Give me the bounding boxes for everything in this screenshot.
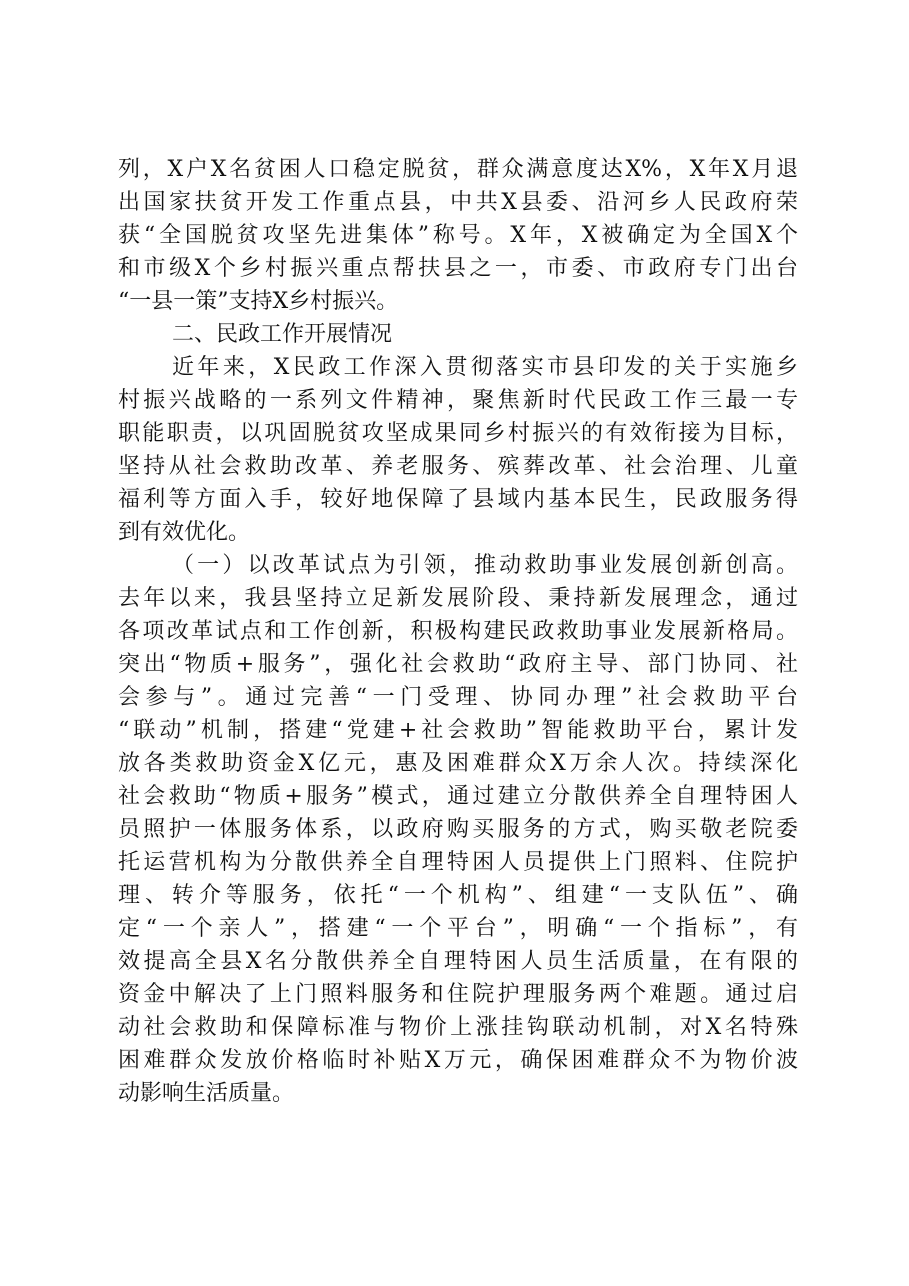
- paragraph-line: 资金中解决了上门照料服务和住院护理服务两个难题。通过启: [118, 982, 798, 1007]
- paragraph-line: 社会救助“物质+服务”模式，通过建立分散供养全自理特困人: [118, 784, 798, 809]
- paragraph-line: 和市级X个乡村振兴重点帮扶县之一，市委、市政府专门出台: [118, 256, 798, 281]
- paragraph-line: 获“全国脱贫攻坚先进集体”称号。X年，X被确定为全国X个: [118, 223, 798, 248]
- paragraph-line: 到有效优化。: [118, 520, 251, 545]
- paragraph-line: 困难群众发放价格临时补贴X万元，确保困难群众不为物价波: [118, 1048, 798, 1073]
- paragraph-line: 放各类救助资金X亿元，惠及困难群众X万余人次。持续深化: [118, 751, 798, 776]
- paragraph-line: 理、转介等服务，依托“一个机构”、组建“一支队伍”、确: [118, 883, 798, 908]
- paragraph-line: 去年以来，我县坚持立足新发展阶段、秉持新发展理念，通过: [118, 586, 798, 611]
- paragraph-line: “联动”机制，搭建“党建+社会救助”智能救助平台，累计发: [118, 718, 798, 743]
- paragraph-line: 托运营机构为分散供养全自理特困人员提供上门照料、住院护: [118, 850, 798, 875]
- paragraph-line: 村振兴战略的一系列文件精神，聚焦新时代民政工作三最一专: [118, 388, 798, 413]
- paragraph-line: 坚持从社会救助改革、养老服务、殡葬改革、社会治理、儿童: [118, 454, 798, 479]
- section-heading: 二、民政工作开展情况: [172, 322, 393, 347]
- paragraph-line: 出国家扶贫开发工作重点县，中共X县委、沿河乡人民政府荣: [118, 190, 798, 215]
- paragraph-line: 近年来，X民政工作深入贯彻落实市县印发的关于实施乡: [172, 355, 798, 380]
- paragraph-line: 定“一个亲人”，搭建“一个平台”，明确“一个指标”，有: [118, 916, 798, 941]
- paragraph-line: 列，X户X名贫困人口稳定脱贫，群众满意度达X%，X年X月退: [118, 157, 798, 182]
- paragraph-line: 员照护一体服务体系，以政府购买服务的方式，购买敬老院委: [118, 817, 798, 842]
- paragraph-line: 突出“物质+服务”，强化社会救助“政府主导、部门协同、社: [118, 652, 798, 677]
- paragraph-line: 会参与”。通过完善“一门受理、协同办理”社会救助平台: [118, 685, 798, 710]
- paragraph-line: 动社会救助和保障标准与物价上涨挂钩联动机制，对X名特殊: [118, 1015, 798, 1040]
- paragraph-line: 职能职责，以巩固脱贫攻坚成果同乡村振兴的有效衔接为目标，: [118, 421, 798, 446]
- paragraph-line: 福利等方面入手，较好地保障了县域内基本民生，民政服务得: [118, 487, 798, 512]
- paragraph-line: 各项改革试点和工作创新，积极构建民政救助事业发展新格局。: [118, 619, 798, 644]
- paragraph-line: 动影响生活质量。: [118, 1081, 295, 1106]
- paragraph-line: “一县一策”支持X乡村振兴。: [118, 289, 399, 314]
- subsection-heading-line: （一）以改革试点为引领，推动救助事业发展创新创高。: [172, 553, 798, 578]
- paragraph-line: 效提高全县X名分散供养全自理特困人员生活质量，在有限的: [118, 949, 798, 974]
